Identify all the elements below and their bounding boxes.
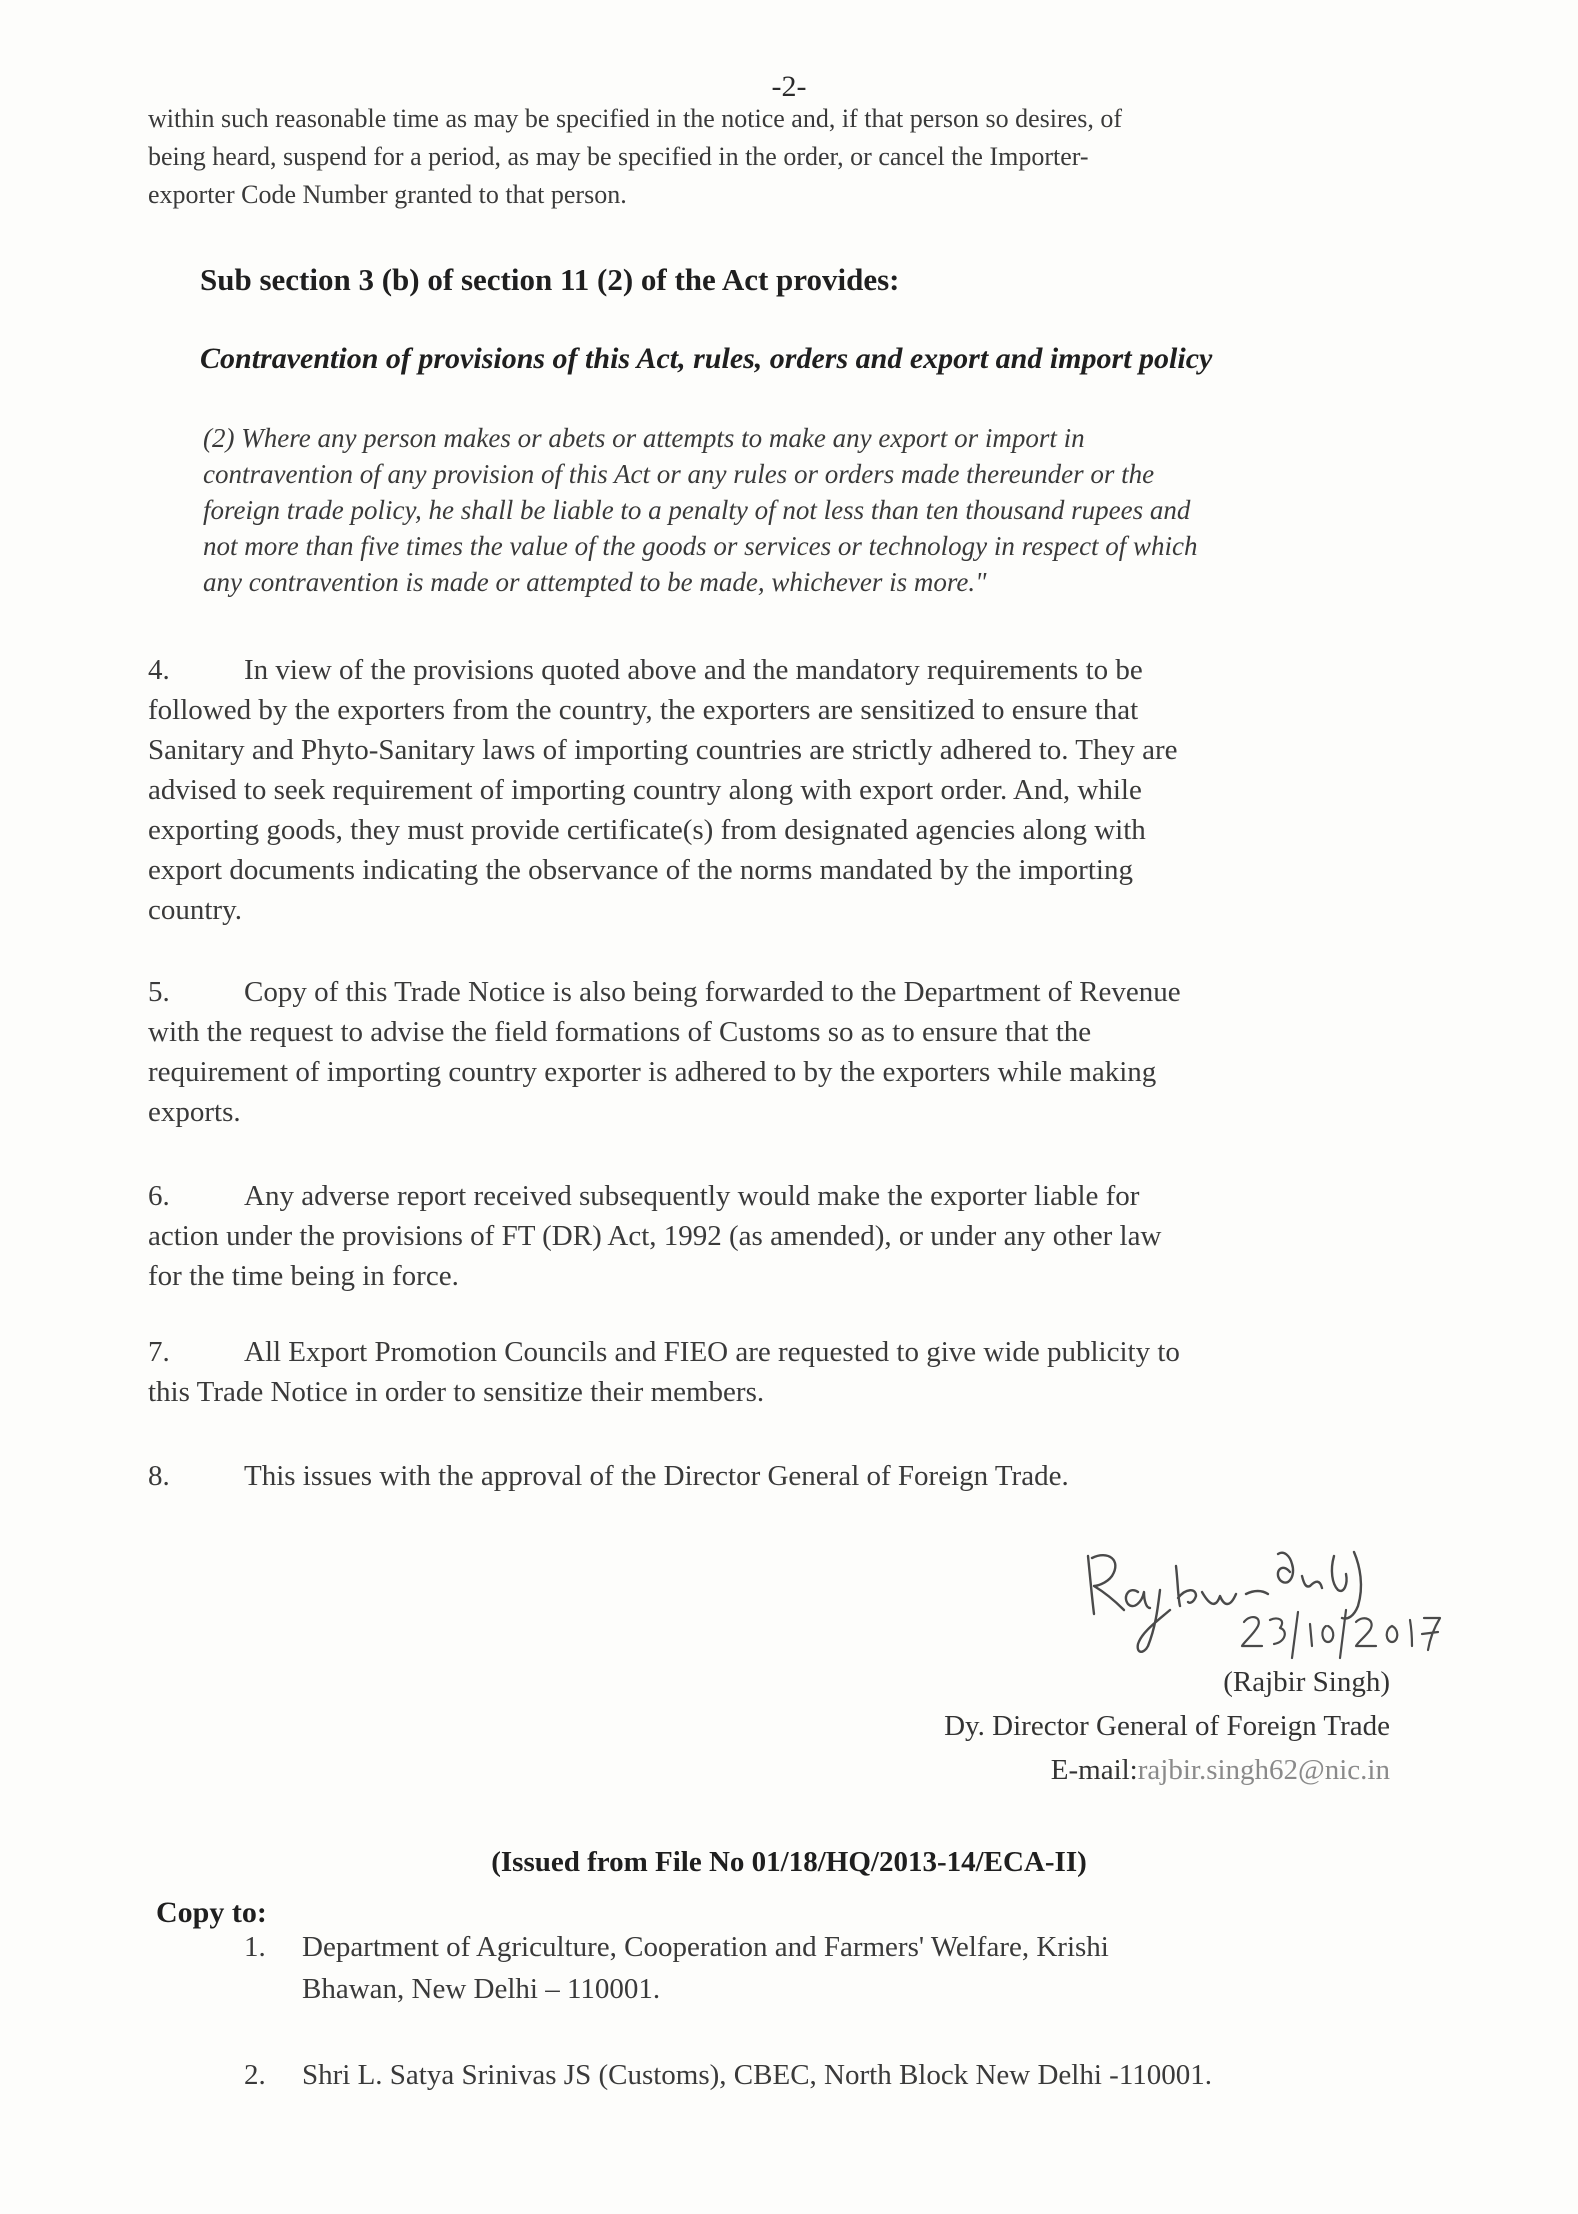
paragraph-line: This issues with the approval of the Director General of Foreign Trade. — [244, 1460, 1069, 1492]
intro-line: being heard, suspend for a period, as may be specified in the order, or cancel the Importer- — [148, 142, 1089, 171]
quote-line: (2) Where any person makes or abets or attempts to make any export or import in — [203, 423, 1085, 453]
copy-to-label: Copy to: — [156, 1896, 267, 1929]
paragraph-6 — [148, 1176, 1380, 1296]
paragraph-line: All Export Promotion Councils and FIEO are requested to give wide publicity to — [244, 1336, 1180, 1368]
page-number: -2- — [771, 70, 807, 103]
paragraph-line: country. — [148, 894, 242, 926]
quote-line: not more than five times the value of the goods or services or technology in respect of which — [203, 531, 1198, 561]
copy-to-line: Shri L. Satya Srinivas JS (Customs), CBEC, North Block New Delhi -110001. — [302, 2059, 1212, 2091]
copy-to-line: Bhawan, New Delhi – 110001. — [302, 1973, 661, 2005]
section-heading: Sub section 3 (b) of section 11 (2) of the Act provides: — [200, 262, 900, 297]
paragraph-number: 6. — [148, 1180, 170, 1212]
signatory-email — [944, 1748, 1390, 1792]
copy-to-number: 1. — [244, 1931, 266, 1963]
signatory-designation: Dy. Director General of Foreign Trade — [944, 1710, 1390, 1742]
paragraph-line: Copy of this Trade Notice is also being forwarded to the Department of Revenue — [244, 976, 1181, 1008]
quote-line: contravention of any provision of this Act or any rules or orders made thereunder or the — [203, 459, 1155, 489]
paragraph-line: exporting goods, they must provide certificate(s) from designated agencies along with — [148, 814, 1146, 846]
signature-block — [944, 1660, 1390, 1792]
paragraph-line: Sanitary and Phyto-Sanitary laws of importing countries are strictly adhered to. They are — [148, 734, 1178, 766]
paragraph-line: export documents indicating the observance of the norms mandated by the importing — [148, 854, 1133, 886]
paragraph-line: for the time being in force. — [148, 1260, 459, 1292]
issued-from-file: (Issued from File No 01/18/HQ/2013-14/ECA-II) — [491, 1846, 1087, 1878]
section-sub-heading: Contravention of provisions of this Act, rules, orders and export and import policy — [200, 342, 1213, 375]
paragraph-line: with the request to advise the field formations of Customs so as to ensure that the — [148, 1016, 1092, 1048]
paragraph-line: In view of the provisions quoted above and the mandatory requirements to be — [244, 654, 1143, 686]
paragraph-8 — [148, 1456, 1380, 1496]
copy-to-line: Department of Agriculture, Cooperation and Farmers' Welfare, Krishi — [302, 1931, 1109, 1963]
paragraph-line: requirement of importing country exporter is adhered to by the exporters while making — [148, 1056, 1157, 1088]
copy-to-number: 2. — [244, 2059, 266, 2091]
paragraph-line: this Trade Notice in order to sensitize their members. — [148, 1376, 765, 1408]
paragraph-number: 5. — [148, 976, 170, 1008]
intro-paragraph — [148, 100, 1380, 214]
intro-line: exporter Code Number granted to that person. — [148, 180, 627, 209]
handwritten-signature — [1078, 1536, 1458, 1666]
paragraph-number: 7. — [148, 1336, 170, 1368]
paragraph-line: exports. — [148, 1096, 241, 1128]
signatory-name: (Rajbir Singh) — [1223, 1666, 1390, 1698]
paragraph-line: followed by the exporters from the country, the exporters are sensitized to ensure that — [148, 694, 1139, 726]
quoted-provision — [203, 420, 1375, 600]
email-link[interactable]: rajbir.singh62@nic.in — [1137, 1754, 1390, 1786]
paragraph-4 — [148, 650, 1380, 930]
email-label: E-mail: — [1050, 1754, 1138, 1786]
paragraph-line: advised to seek requirement of importing country along with export order. And, while — [148, 774, 1142, 806]
quote-line: any contravention is made or attempted to be made, whichever is more." — [203, 567, 987, 597]
paragraph-number: 8. — [148, 1460, 170, 1492]
paragraph-5 — [148, 972, 1380, 1132]
paragraph-line: action under the provisions of FT (DR) Act, 1992 (as amended), or under any other law — [148, 1220, 1162, 1252]
quote-line: foreign trade policy, he shall be liable to a penalty of not less than ten thousand rupees and — [203, 495, 1191, 525]
paragraph-7 — [148, 1332, 1380, 1412]
copy-to-item — [244, 2054, 1394, 2096]
copy-to-item — [244, 1926, 1394, 2010]
paragraph-number: 4. — [148, 654, 170, 686]
paragraph-line: Any adverse report received subsequently would make the exporter liable for — [244, 1180, 1140, 1212]
intro-line: within such reasonable time as may be specified in the notice and, if that person so desires, of — [148, 104, 1122, 133]
